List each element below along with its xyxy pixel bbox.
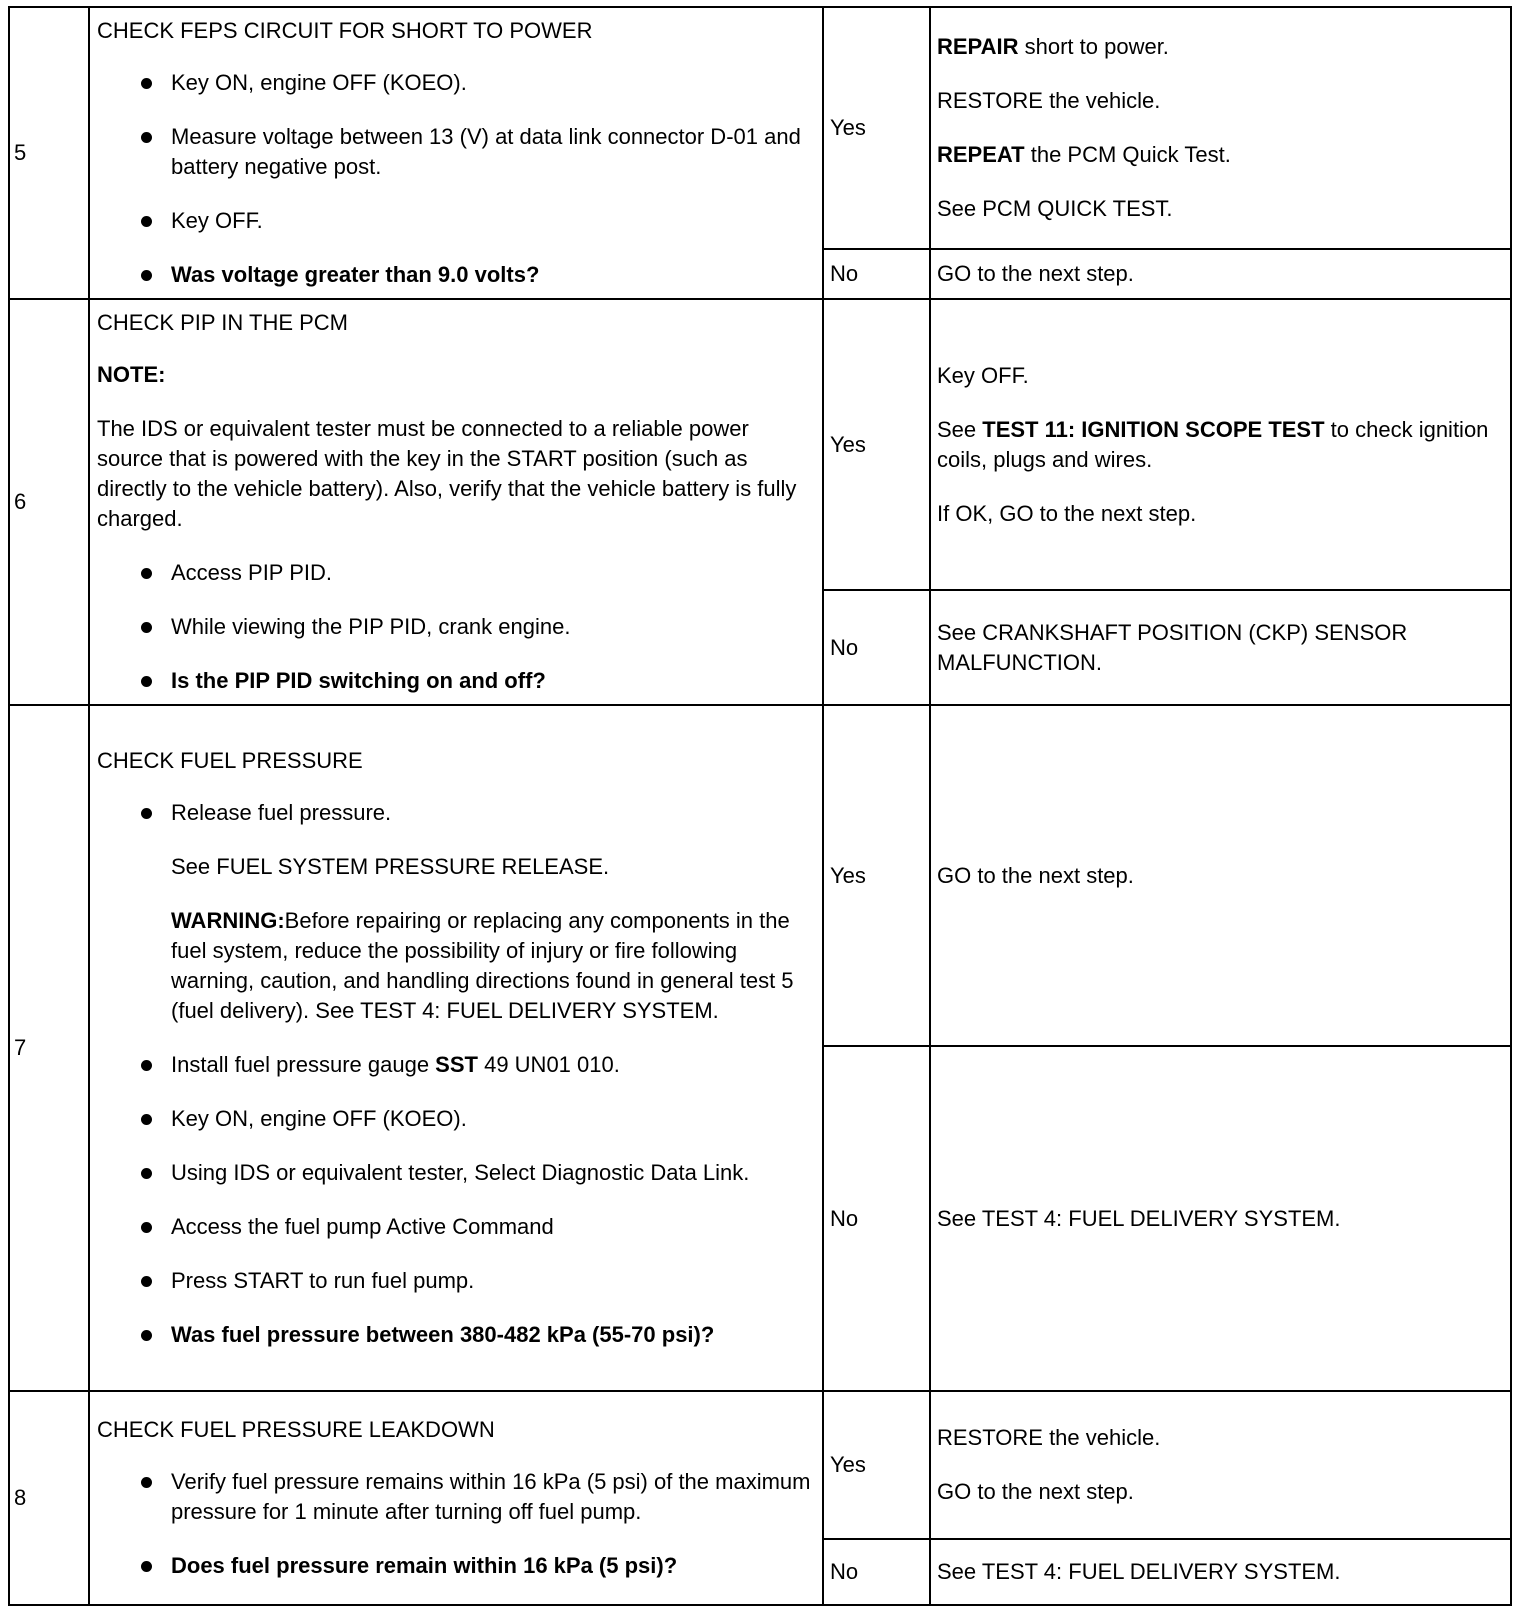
result-yes: RESTORE the vehicle. GO to the next step. — [930, 1391, 1511, 1539]
bullet-icon — [141, 622, 152, 633]
step-8-row-yes — [9, 1391, 1511, 1539]
note-label: NOTE: — [97, 362, 166, 387]
step-action — [89, 299, 823, 705]
result-no: See TEST 4: FUEL DELIVERY SYSTEM. — [930, 1539, 1511, 1605]
bullet-item: Key ON, engine OFF (KOEO). — [97, 68, 812, 98]
bullet-item: Access PIP PID. — [97, 558, 812, 588]
bullet-question: Does fuel pressure remain within 16 kPa (5 psi)? — [97, 1551, 812, 1581]
step-bullets — [97, 1467, 812, 1581]
bullet-icon — [141, 132, 152, 143]
step-title: CHECK FUEL PRESSURE LEAKDOWN — [97, 1417, 495, 1442]
answer-no: No — [823, 1046, 930, 1391]
bullet-item: Key ON, engine OFF (KOEO). — [97, 1104, 812, 1134]
bullet-item: Key OFF. — [97, 206, 812, 236]
result-yes: GO to the next step. — [930, 705, 1511, 1046]
result-no: See TEST 4: FUEL DELIVERY SYSTEM. — [930, 1046, 1511, 1391]
release-reference: See FUEL SYSTEM PRESSURE RELEASE. — [171, 854, 610, 879]
bullet-icon — [141, 1477, 152, 1488]
bullet-icon — [141, 1222, 152, 1233]
bullet-item: Press START to run fuel pump. — [97, 1266, 812, 1296]
bullet-item: Using IDS or equivalent tester, Select Diagnostic Data Link. — [97, 1158, 812, 1188]
bullet-item: Measure voltage between 13 (V) at data link connector D-01 and battery negative post. — [97, 122, 812, 182]
bullet-icon — [141, 1561, 152, 1572]
bullet-icon — [141, 1330, 152, 1341]
bullet-question: Was voltage greater than 9.0 volts? — [97, 260, 812, 290]
answer-yes: Yes — [823, 299, 930, 590]
bullet-icon — [141, 1276, 152, 1287]
step-title: CHECK FUEL PRESSURE — [97, 748, 363, 773]
bullet-icon — [141, 568, 152, 579]
bullet-icon — [141, 78, 152, 89]
bullet-item: Verify fuel pressure remains within 16 kPa (5 psi) of the maximum pressure for 1 minute after turning off fuel pump. — [97, 1467, 812, 1527]
result-yes: REPAIR short to power. RESTORE the vehicle. REPEAT the PCM Quick Test. See PCM QUICK TEST. — [930, 7, 1511, 249]
result-no: See CRANKSHAFT POSITION (CKP) SENSOR MALFUNCTION. — [930, 590, 1511, 705]
diagnostic-table — [8, 6, 1512, 1606]
step-6-row-yes — [9, 299, 1511, 590]
answer-no: No — [823, 249, 930, 299]
step-action — [89, 705, 823, 1391]
bullet-item: Release fuel pressure. See FUEL SYSTEM PRESSURE RELEASE. WARNING:Before repairing or replacing any components in the fuel system, reduce the possibility of injury or fire following warning, caution, and handling directions found in general test 5 (fuel delivery). See TEST 4: FUEL DELIVERY SYSTEM. — [97, 798, 812, 1026]
result-no: GO to the next step. — [930, 249, 1511, 299]
bullet-icon — [141, 1168, 152, 1179]
bullet-icon — [141, 676, 152, 687]
answer-no: No — [823, 1539, 930, 1605]
warning-label: WARNING: — [171, 908, 285, 933]
bullet-item: While viewing the PIP PID, crank engine. — [97, 612, 812, 642]
step-bullets — [97, 798, 812, 1350]
result-yes: Key OFF. See TEST 11: IGNITION SCOPE TEST to check ignition coils, plugs and wires. If OK, GO to the next step. — [930, 299, 1511, 590]
bullet-item: Access the fuel pump Active Command — [97, 1212, 812, 1242]
note-text: The IDS or equivalent tester must be connected to a reliable power source that is powered with the key in the START position (such as directly to the vehicle battery). Also, verify that the vehicle battery is fully charged. — [97, 416, 797, 531]
step-5-row-yes — [9, 7, 1511, 249]
bullet-icon — [141, 1114, 152, 1125]
step-number: 7 — [9, 705, 89, 1391]
warning-text: Before repairing or replacing any components in the fuel system, reduce the possibility of injury or fire following warning, caution, and handling directions found in general test 5 (fuel delivery). See TEST 4: FUEL DELIVERY SYSTEM. — [171, 908, 794, 1023]
step-action — [89, 1391, 823, 1605]
step-title: CHECK PIP IN THE PCM — [97, 310, 349, 335]
bullet-icon — [141, 1060, 152, 1071]
bullet-icon — [141, 270, 152, 281]
step-action — [89, 7, 823, 299]
step-number: 6 — [9, 299, 89, 705]
bullet-question: Is the PIP PID switching on and off? — [97, 666, 812, 696]
step-bullets — [97, 558, 812, 696]
bullet-question: Was fuel pressure between 380-482 kPa (55-70 psi)? — [97, 1320, 812, 1350]
answer-yes: Yes — [823, 7, 930, 249]
answer-yes: Yes — [823, 705, 930, 1046]
step-bullets — [97, 68, 812, 290]
bullet-item: Install fuel pressure gauge SST 49 UN01 010. — [97, 1050, 812, 1080]
bullet-icon — [141, 216, 152, 227]
answer-yes: Yes — [823, 1391, 930, 1539]
step-7-row-yes — [9, 705, 1511, 1046]
step-title: CHECK FEPS CIRCUIT FOR SHORT TO POWER — [97, 18, 593, 43]
answer-no: No — [823, 590, 930, 705]
bullet-icon — [141, 808, 152, 819]
step-number: 5 — [9, 7, 89, 299]
step-number: 8 — [9, 1391, 89, 1605]
warning-block — [171, 906, 812, 1026]
